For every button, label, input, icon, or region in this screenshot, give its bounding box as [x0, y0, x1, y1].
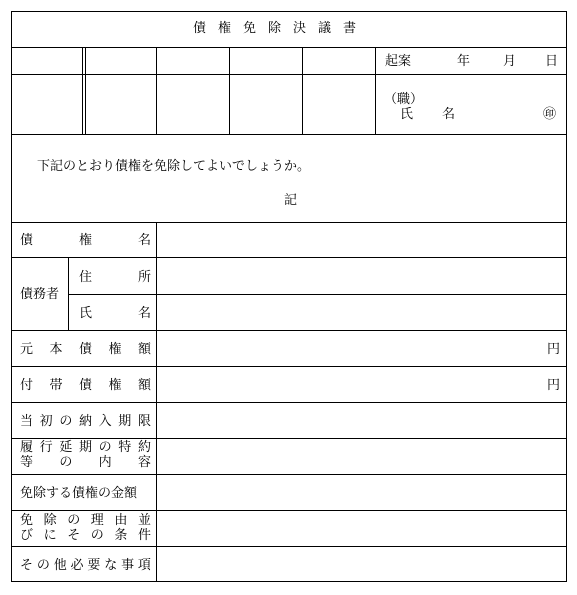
label-char: 額	[137, 378, 151, 393]
approval-col-1a	[82, 47, 83, 134]
extension-field[interactable]	[157, 439, 566, 474]
label-char: 納	[78, 414, 92, 429]
label-char: 付	[20, 378, 34, 393]
label-char: 約	[137, 440, 151, 455]
approval-col-1b	[85, 47, 86, 134]
label-char: 限	[137, 414, 151, 429]
label-char: に	[43, 528, 57, 543]
label-char: 権	[108, 342, 122, 357]
principal-yen-unit: 円	[546, 342, 560, 357]
label-char: そ	[20, 558, 34, 573]
label-char: 入	[98, 414, 112, 429]
principal-label	[20, 342, 151, 357]
label-char: 特	[118, 440, 132, 455]
label-char: の	[36, 558, 50, 573]
principal-amount-field[interactable]	[157, 331, 566, 366]
label-char: 条	[114, 528, 128, 543]
label-char: の	[90, 528, 104, 543]
document-title-text: 債権免除決議書	[193, 21, 369, 36]
label-char: そ	[67, 528, 81, 543]
claim-name-field[interactable]	[157, 223, 566, 257]
label-char: な	[104, 558, 118, 573]
label-char: 項	[137, 558, 151, 573]
debtor-subdivider	[68, 257, 69, 330]
ki-label: 記	[284, 193, 298, 208]
border-bottom	[11, 581, 567, 582]
approval-col-4	[302, 47, 303, 134]
border-left	[11, 11, 12, 582]
address-label	[79, 270, 151, 285]
label-char: の	[59, 455, 73, 470]
label-char: 権	[108, 378, 122, 393]
drafted-label: 起案	[385, 54, 412, 69]
label-char: 免	[20, 513, 34, 528]
incidental-amount-field[interactable]	[157, 367, 566, 402]
original-deadline-label	[20, 414, 151, 429]
label-char: 名	[137, 306, 151, 321]
label-char: 債	[20, 233, 34, 248]
label-char: 件	[137, 528, 151, 543]
other-matters-field[interactable]	[157, 547, 566, 581]
drafter-cell[interactable]	[376, 75, 566, 134]
approval-col-2	[156, 47, 157, 134]
document-title	[193, 21, 381, 36]
title-cell	[11, 11, 567, 47]
seal-mark: ㊞	[543, 107, 557, 122]
label-char: 期	[78, 440, 92, 455]
label-char: 初	[39, 414, 53, 429]
position-label: （職）	[384, 92, 424, 107]
day-label: 日	[545, 54, 559, 69]
reason-label-line1	[20, 513, 151, 528]
claim-name-label	[20, 233, 151, 248]
label-char: 住	[79, 270, 93, 285]
label-char: 氏	[79, 306, 93, 321]
incidental-yen-unit: 円	[546, 378, 560, 393]
debtor-name-field[interactable]	[157, 295, 566, 330]
request-cell	[11, 135, 567, 222]
label-char: 理	[90, 513, 104, 528]
label-char: び	[20, 528, 34, 543]
drafted-date-cell[interactable]	[376, 48, 566, 74]
label-char: 事	[121, 558, 135, 573]
label-char: 由	[114, 513, 128, 528]
label-char: の	[98, 440, 112, 455]
approval-col-3	[229, 47, 230, 134]
label-char: 額	[137, 342, 151, 357]
reason-field[interactable]	[157, 511, 566, 546]
label-char: 元	[20, 342, 34, 357]
month-label: 月	[503, 54, 517, 69]
label-char: 等	[20, 455, 34, 470]
exempt-amount-field[interactable]	[157, 475, 566, 510]
label-char: 行	[39, 440, 53, 455]
label-char: 所	[137, 270, 151, 285]
debtor-label: 債務者	[20, 287, 60, 302]
original-deadline-field[interactable]	[157, 403, 566, 438]
label-char: 延	[59, 440, 73, 455]
label-char: 債	[78, 342, 92, 357]
label-char: 履	[20, 440, 34, 455]
label-char: 当	[20, 414, 34, 429]
other-matters-label	[20, 558, 151, 573]
reason-label-line2	[20, 528, 151, 543]
label-char: 本	[49, 342, 63, 357]
label-char: 内	[98, 455, 112, 470]
debt-exemption-form	[11, 11, 567, 582]
label-char: 並	[137, 513, 151, 528]
label-char: 期	[118, 414, 132, 429]
label-char: 名	[137, 233, 151, 248]
incidental-label	[20, 378, 151, 393]
drafter-name-label: 氏 名	[400, 107, 464, 122]
label-char: 債	[78, 378, 92, 393]
debtor-name-label	[79, 306, 151, 321]
exempt-amount-label: 免除する債権の金額	[20, 486, 138, 501]
extension-label-line1	[20, 440, 151, 455]
label-char: 要	[87, 558, 101, 573]
label-char: 帯	[49, 378, 63, 393]
label-char: の	[59, 414, 73, 429]
extension-label-line2	[20, 455, 151, 470]
address-field[interactable]	[157, 258, 566, 294]
label-char: 容	[137, 455, 151, 470]
label-char: 必	[70, 558, 84, 573]
year-label: 年	[457, 54, 471, 69]
request-text: 下記のとおり債権を免除してよいでしょうか。	[37, 159, 311, 174]
label-char: 他	[53, 558, 67, 573]
border-right	[566, 11, 567, 582]
label-char: の	[67, 513, 81, 528]
label-char: 権	[78, 233, 92, 248]
label-char: 除	[43, 513, 57, 528]
